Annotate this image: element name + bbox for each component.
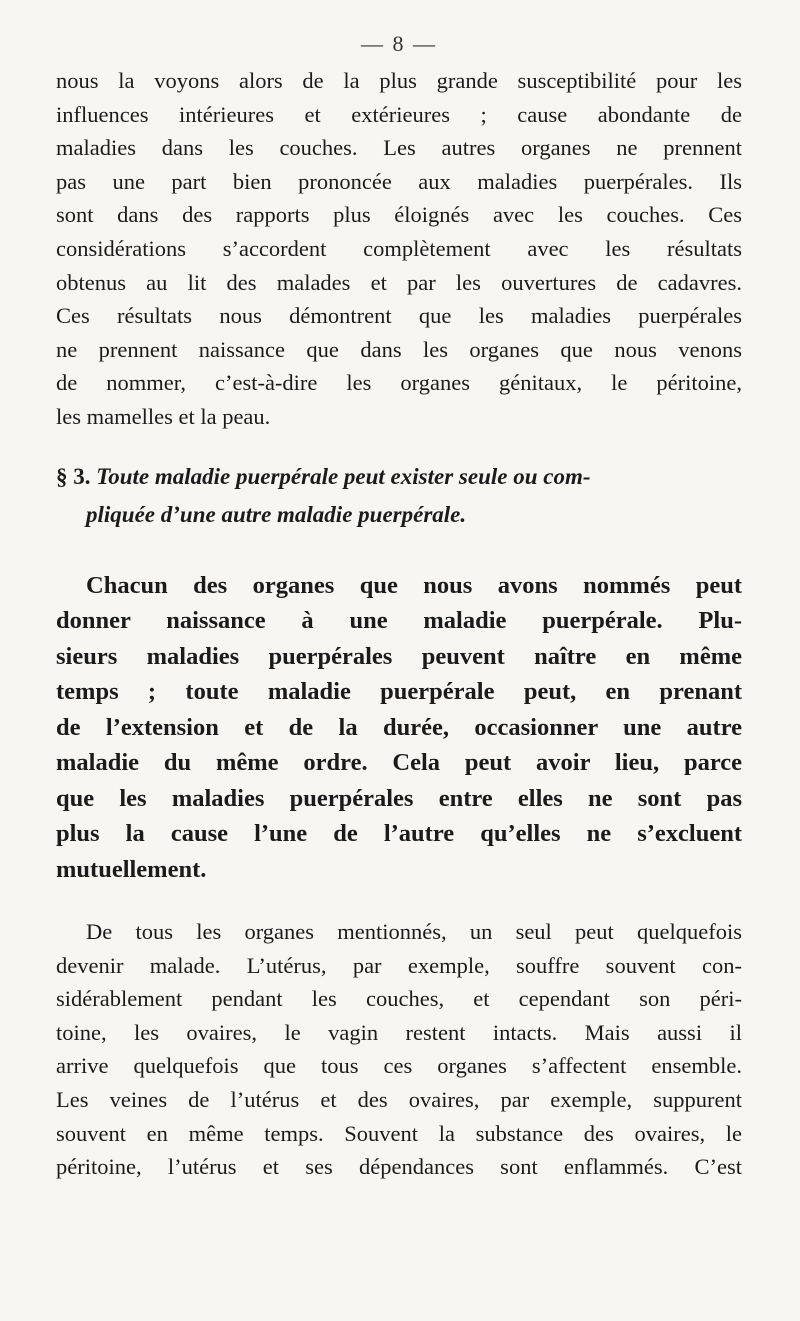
text-line: de l’extension et de la durée, occasionner une autre: [56, 713, 742, 741]
text-line: péritoine, l’utérus et ses dépendances sont enflammés. C’est: [56, 1154, 742, 1180]
book-page: [56, 30, 742, 1184]
text-line: pas une part bien prononcée aux maladies puerpérales. Ils: [56, 168, 742, 194]
section-heading: [56, 458, 742, 534]
paragraph-1: [56, 64, 742, 434]
text-line: toine, les ovaires, le vagin restent intacts. Mais aussi il: [56, 1019, 742, 1045]
page-number: — 8 —: [361, 31, 437, 56]
text-line: donner naissance à une maladie puerpérale. Plu-: [56, 607, 742, 635]
text-line: considérations s’accordent complètement avec les résultats: [56, 235, 742, 261]
text-line: plus la cause l’une de l’autre qu’elles ne s’excluent: [56, 820, 742, 848]
text-line: temps ; toute maladie puerpérale peut, en prenant: [56, 678, 742, 706]
section-number: § 3.: [56, 463, 91, 489]
section-title-part-1: Toute maladie puerpérale peut exister seule ou com-: [96, 463, 591, 489]
text-line: de nommer, c’est-à-dire les organes génitaux, le péritoine,: [56, 370, 742, 396]
text-line: Chacun des organes que nous avons nommés peut: [86, 571, 742, 599]
text-line: que les maladies puerpérales entre elles ne sont pas: [56, 784, 742, 812]
text-line: De tous les organes mentionnés, un seul peut quelquefois: [86, 919, 742, 945]
text-line: maladie du même ordre. Cela peut avoir lieu, parce: [56, 749, 742, 777]
text-line: les mamelles et la peau.: [56, 403, 271, 429]
text-line: sidérablement pendant les couches, et cependant son péri-: [56, 986, 742, 1012]
text-line: ne prennent naissance que dans les organes que nous venons: [56, 336, 742, 362]
text-line: maladies dans les couches. Les autres organes ne prennent: [56, 135, 742, 161]
text-line: devenir malade. L’utérus, par exemple, souffre souvent con-: [56, 952, 742, 978]
text-line: nous la voyons alors de la plus grande susceptibilité pour les: [56, 68, 742, 93]
text-line: Ces résultats nous démontrent que les maladies puerpérales: [56, 303, 742, 329]
text-line: Les veines de l’utérus et des ovaires, par exemple, suppurent: [56, 1087, 742, 1112]
text-line: souvent en même temps. Souvent la substance des ovaires, le: [56, 1120, 742, 1146]
text-line: sieurs maladies puerpérales peuvent naître en même: [56, 642, 742, 670]
paragraph-2: [56, 568, 742, 888]
paragraph-3: [56, 915, 742, 1184]
text-line: obtenus au lit des malades et par les ouvertures de cadavres.: [56, 269, 742, 295]
text-line: sont dans des rapports plus éloignés avec les couches. Ces: [56, 202, 742, 228]
section-title-part-2: pliquée d’une autre maladie puerpérale.: [86, 501, 467, 527]
text-line: influences intérieures et extérieures ; cause abondante de: [56, 101, 742, 127]
section-heading-line: [56, 458, 742, 496]
text-line: arrive quelquefois que tous ces organes s’affectent ensemble.: [56, 1053, 742, 1079]
text-line: mutuellement.: [56, 855, 207, 883]
